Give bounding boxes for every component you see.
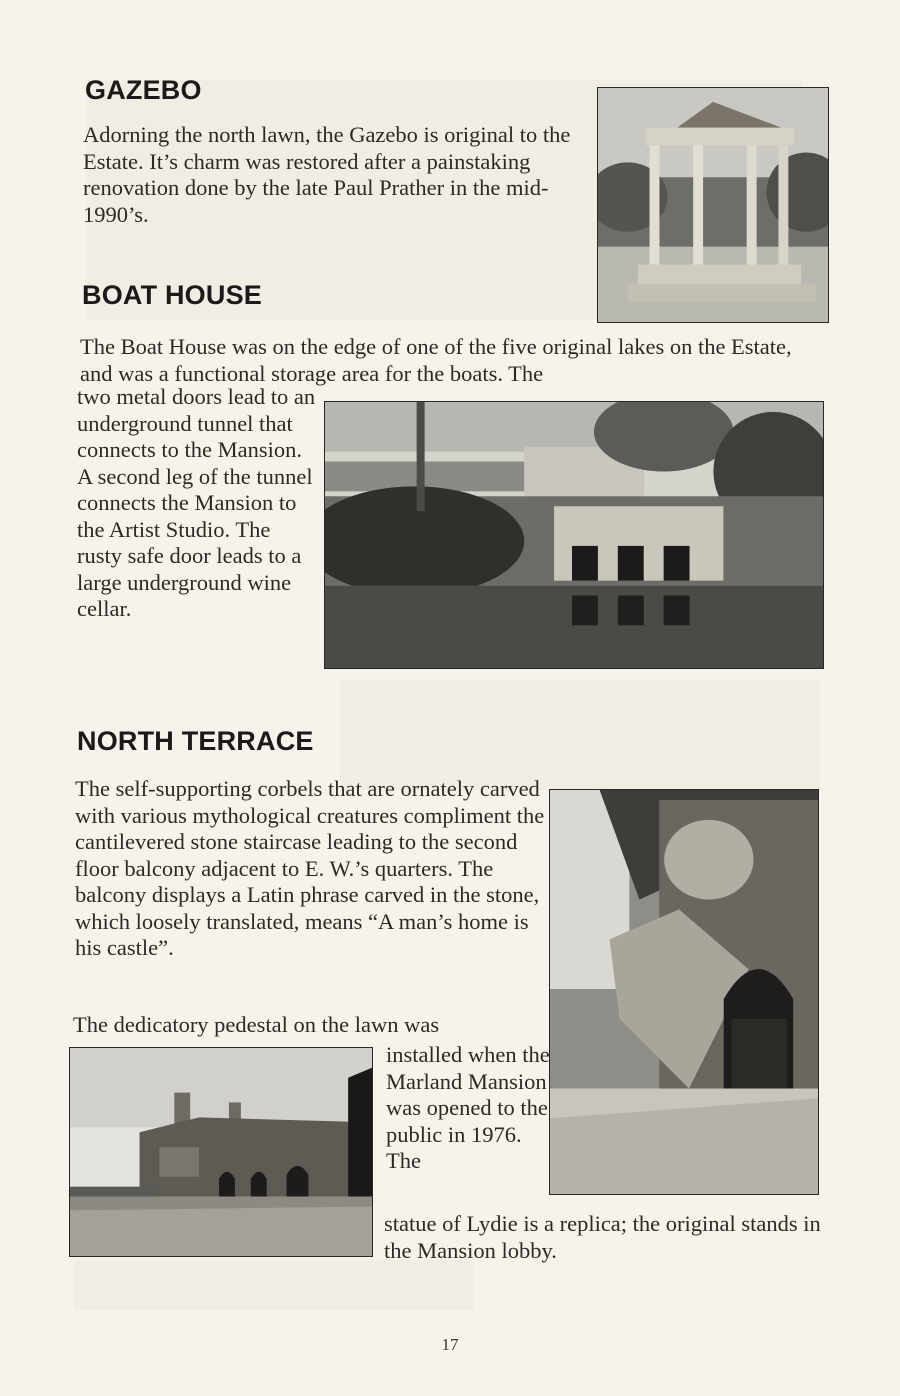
bleed-through-shade — [340, 680, 820, 790]
north-terrace-photo — [549, 789, 819, 1195]
pedestal-text-line: The dedicatory pedestal on the lawn was — [73, 1012, 440, 1037]
boathouse-heading: BOAT HOUSE — [82, 280, 263, 310]
gazebo-text: Adorning the north lawn, the Gazebo is original to the Estate. It’s charm was restored after a painstaking renovation done by the late Paul Prather in the mid-1990’s. — [83, 122, 571, 227]
boathouse-photo — [324, 401, 824, 669]
page-number: 17 — [441, 1335, 459, 1354]
bleed-through-shade — [74, 1260, 474, 1310]
pedestal-mansion-photo — [69, 1047, 373, 1257]
gazebo-heading: GAZEBO — [85, 75, 202, 105]
north-terrace-heading: NORTH TERRACE — [77, 726, 314, 756]
pedestal-text-end: statue of Lydie is a replica; the original stands in the Mansion lobby. — [384, 1211, 821, 1263]
pedestal-text-side: installed when the Marland Mansion was opened to the public in 1976. The — [386, 1042, 550, 1173]
north-terrace-text: The self-supporting corbels that are ornately carved with various mythological creatures compliment the cantilevered stone staircase leading to the second floor balcony adjacent to E. W.’s quarters. The balcony displays a Latin phrase carved in the stone, which loosely translated, means “A man’s home is his castle”. — [75, 776, 545, 960]
boathouse-text-top: The Boat House was on the edge of one of the five original lakes on the Estate, and was a functional storage area for the boats. The — [80, 334, 792, 386]
boathouse-text-side: two metal doors lead to an underground tunnel that connects to the Mansion. A second leg of the tunnel connects the Mansion to the Artist Studio. The rusty safe door leads to a large underground wine cellar. — [77, 384, 316, 621]
gazebo-photo — [597, 87, 829, 323]
